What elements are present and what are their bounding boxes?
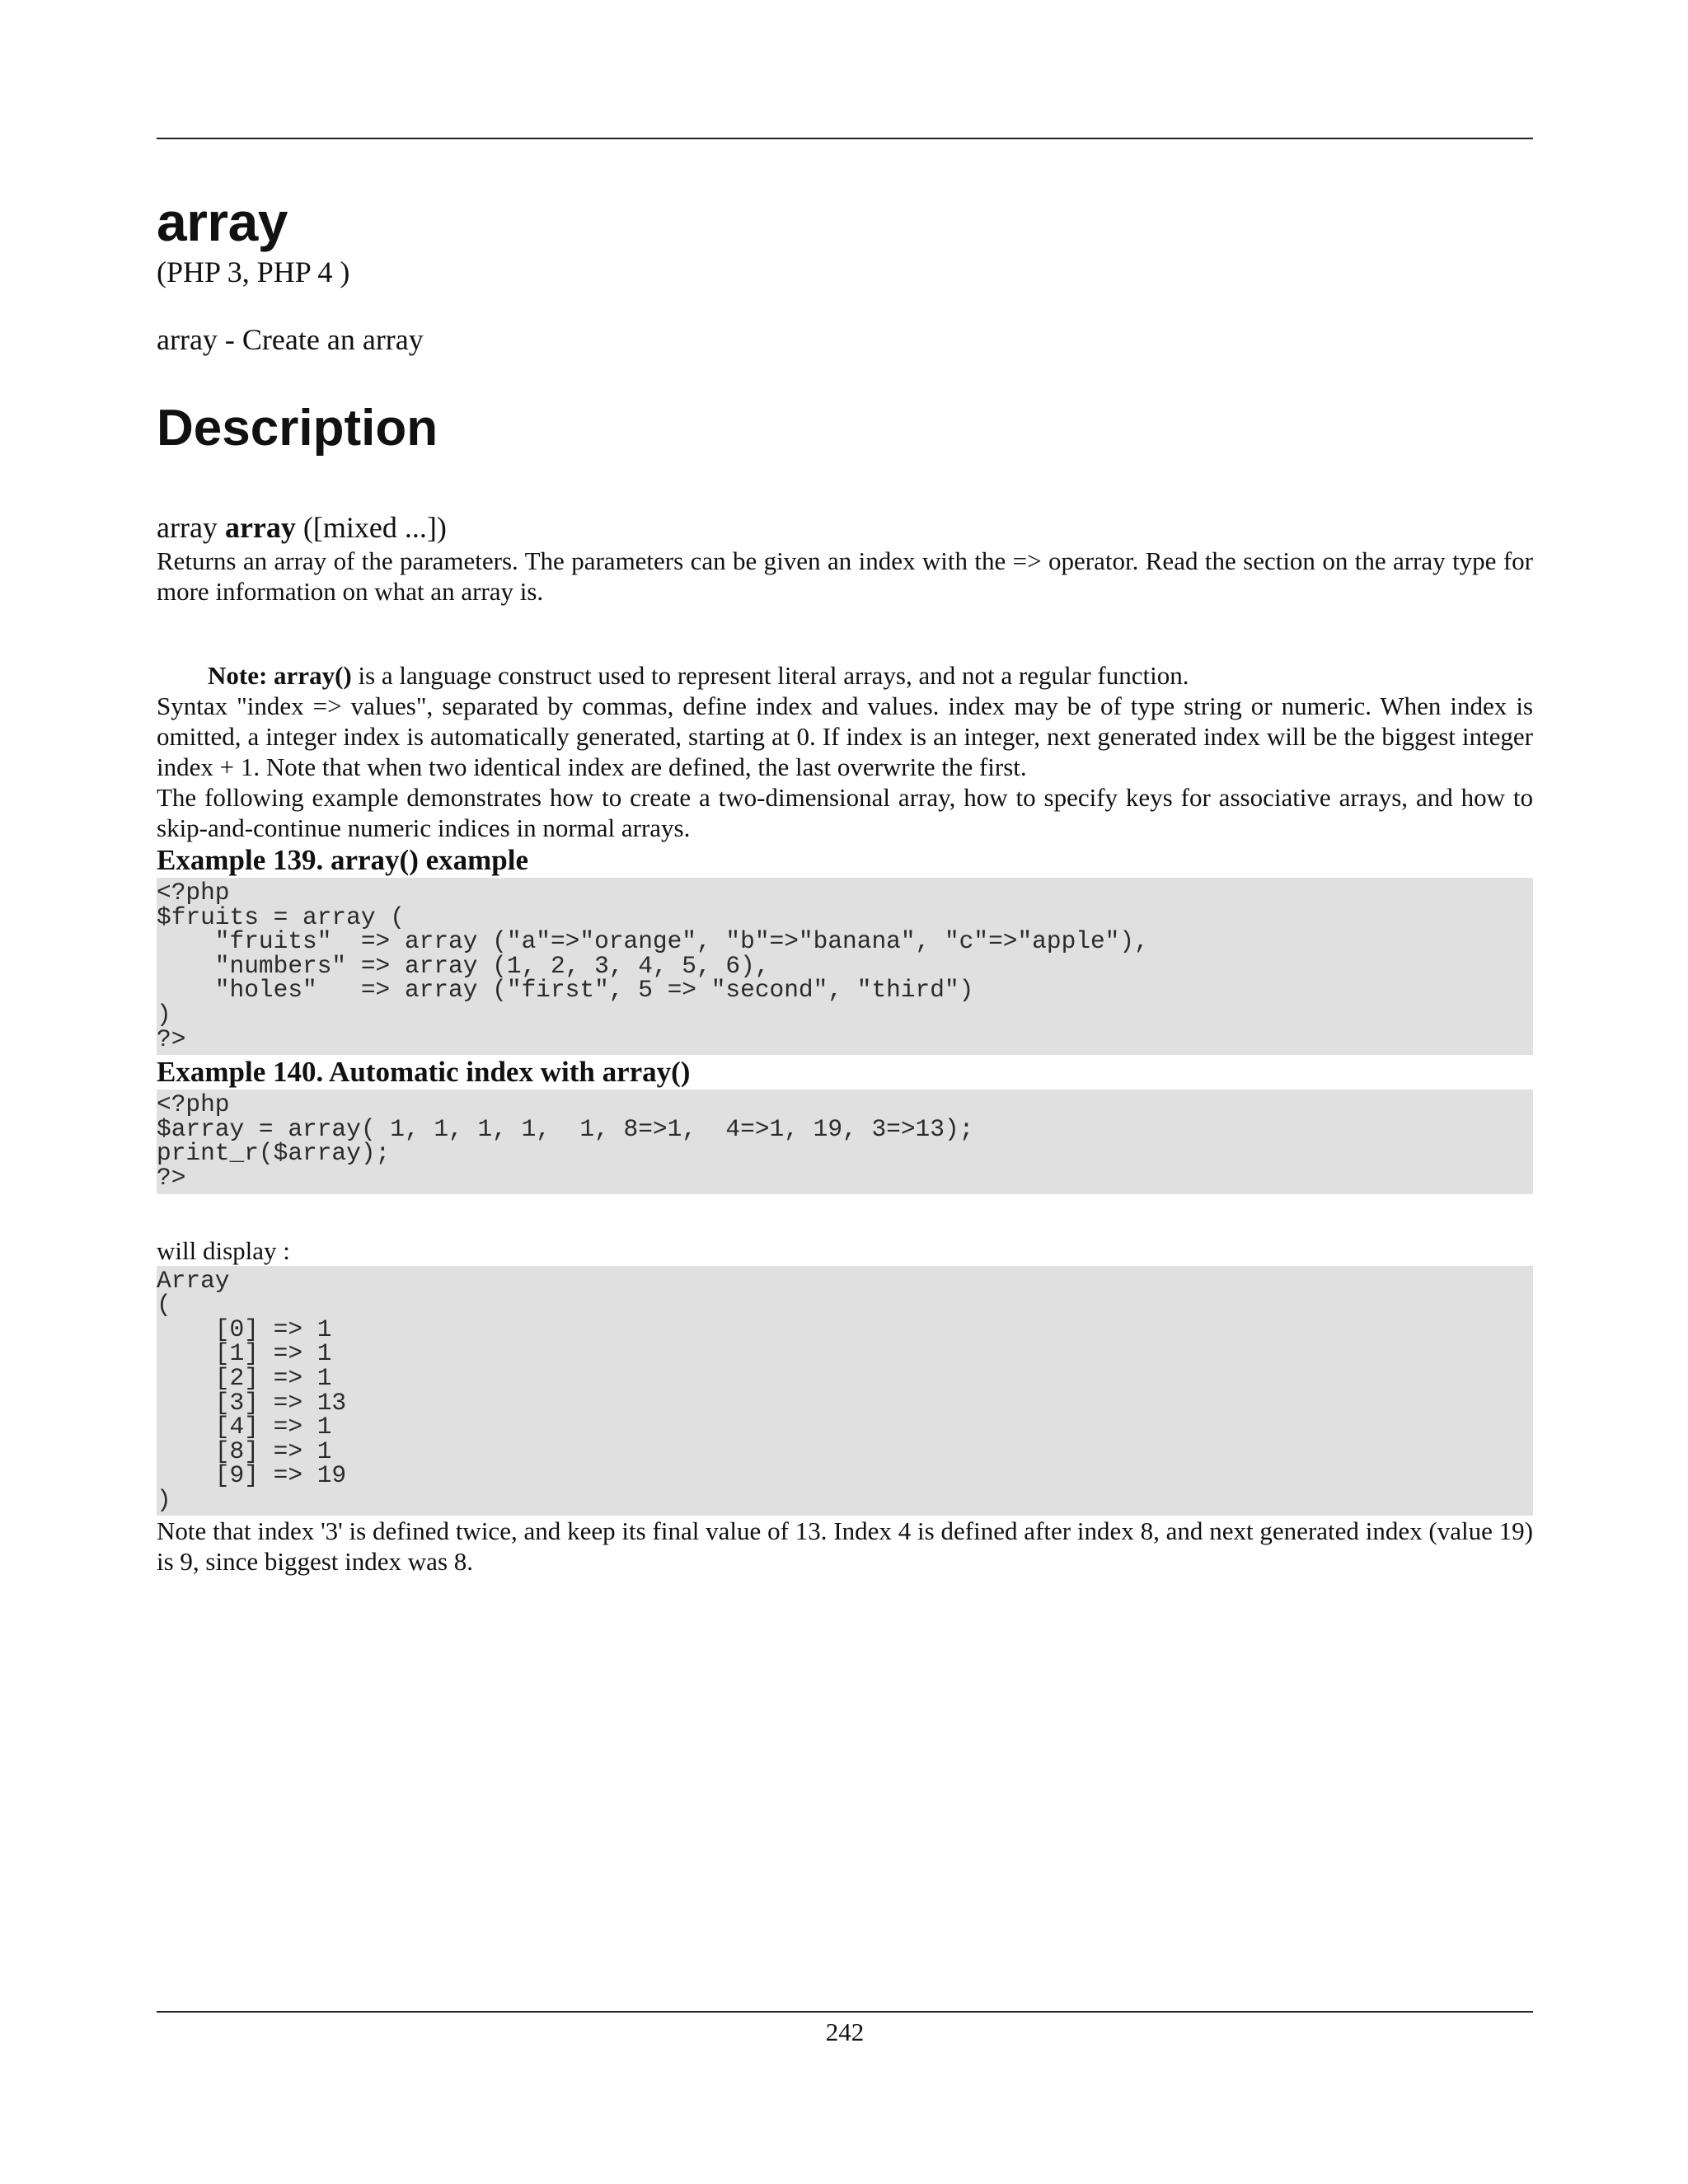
php-versions: (PHP 3, PHP 4 ) (157, 255, 350, 288)
example-140-title: Example 140. Automatic index with array() (157, 1056, 691, 1089)
function-title: array (157, 191, 288, 252)
example-139-code: <?php $fruits = array ( "fruits" => array ("a"=>"orange", "b"=>"banana", "c"=>"apple"), "numbers" => array (1, 2, 3, 4, 5, 6), "holes" => array ("first", 5 => "second", "third") ) ?> (157, 878, 1533, 1055)
note-code: array() (274, 661, 352, 690)
footer-rule (157, 2011, 1533, 2013)
example-140-code: <?php $array = array( 1, 1, 1, 1, 1, 8=>1, 4=>1, 19, 3=>13); print_r($array); ?> (157, 1090, 1533, 1193)
page-content (157, 190, 1533, 1577)
will-display-label: will display : (157, 1235, 290, 1265)
example-140-output: Array ( [0] => 1 [1] => 1 [2] => 1 [3] => 13 [4] => 1 [8] => 1 [9] => 19 ) (157, 1266, 1533, 1516)
description-heading: Description (157, 400, 438, 457)
function-synopsis (157, 509, 1533, 546)
returns-paragraph: Returns an array of the parameters. The parameters can be given an index with the => operator. Read the section on the array type for more information on what an array is. (157, 546, 1533, 606)
note-block (208, 660, 1533, 691)
example-139-title: Example 139. array() example (157, 844, 529, 876)
note-label: Note: (208, 661, 274, 690)
following-paragraph: The following example demonstrates how to create a two-dimensional array, how to specify keys for associative arrays, and how to skip-and-continue numeric indices in normal arrays. (157, 783, 1533, 842)
header-rule (157, 138, 1533, 139)
function-purpose: array - Create an array (157, 323, 424, 356)
page-number: 242 (825, 2018, 865, 2046)
synopsis-function-name: array (224, 511, 296, 544)
final-note-paragraph: Note that index '3' is defined twice, and keep its final value of 13. Index 4 is defined after index 8, and next generated index (value 19) is 9, since biggest index was 8. (157, 1516, 1533, 1577)
note-text: is a language construct used to represent literal arrays, and not a regular function. (351, 661, 1189, 690)
synopsis-return-type: array (157, 511, 225, 544)
synopsis-params: ([mixed ...]) (295, 511, 447, 544)
syntax-paragraph: Syntax "index => values", separated by commas, define index and values. index may be of type string or numeric. When index is omitted, a integer index is automatically generated, starting at 0. If index is an integer, next generated index will be the biggest integer index + 1. Note that when two identical index are defined, the last overwrite the first. (157, 691, 1533, 781)
